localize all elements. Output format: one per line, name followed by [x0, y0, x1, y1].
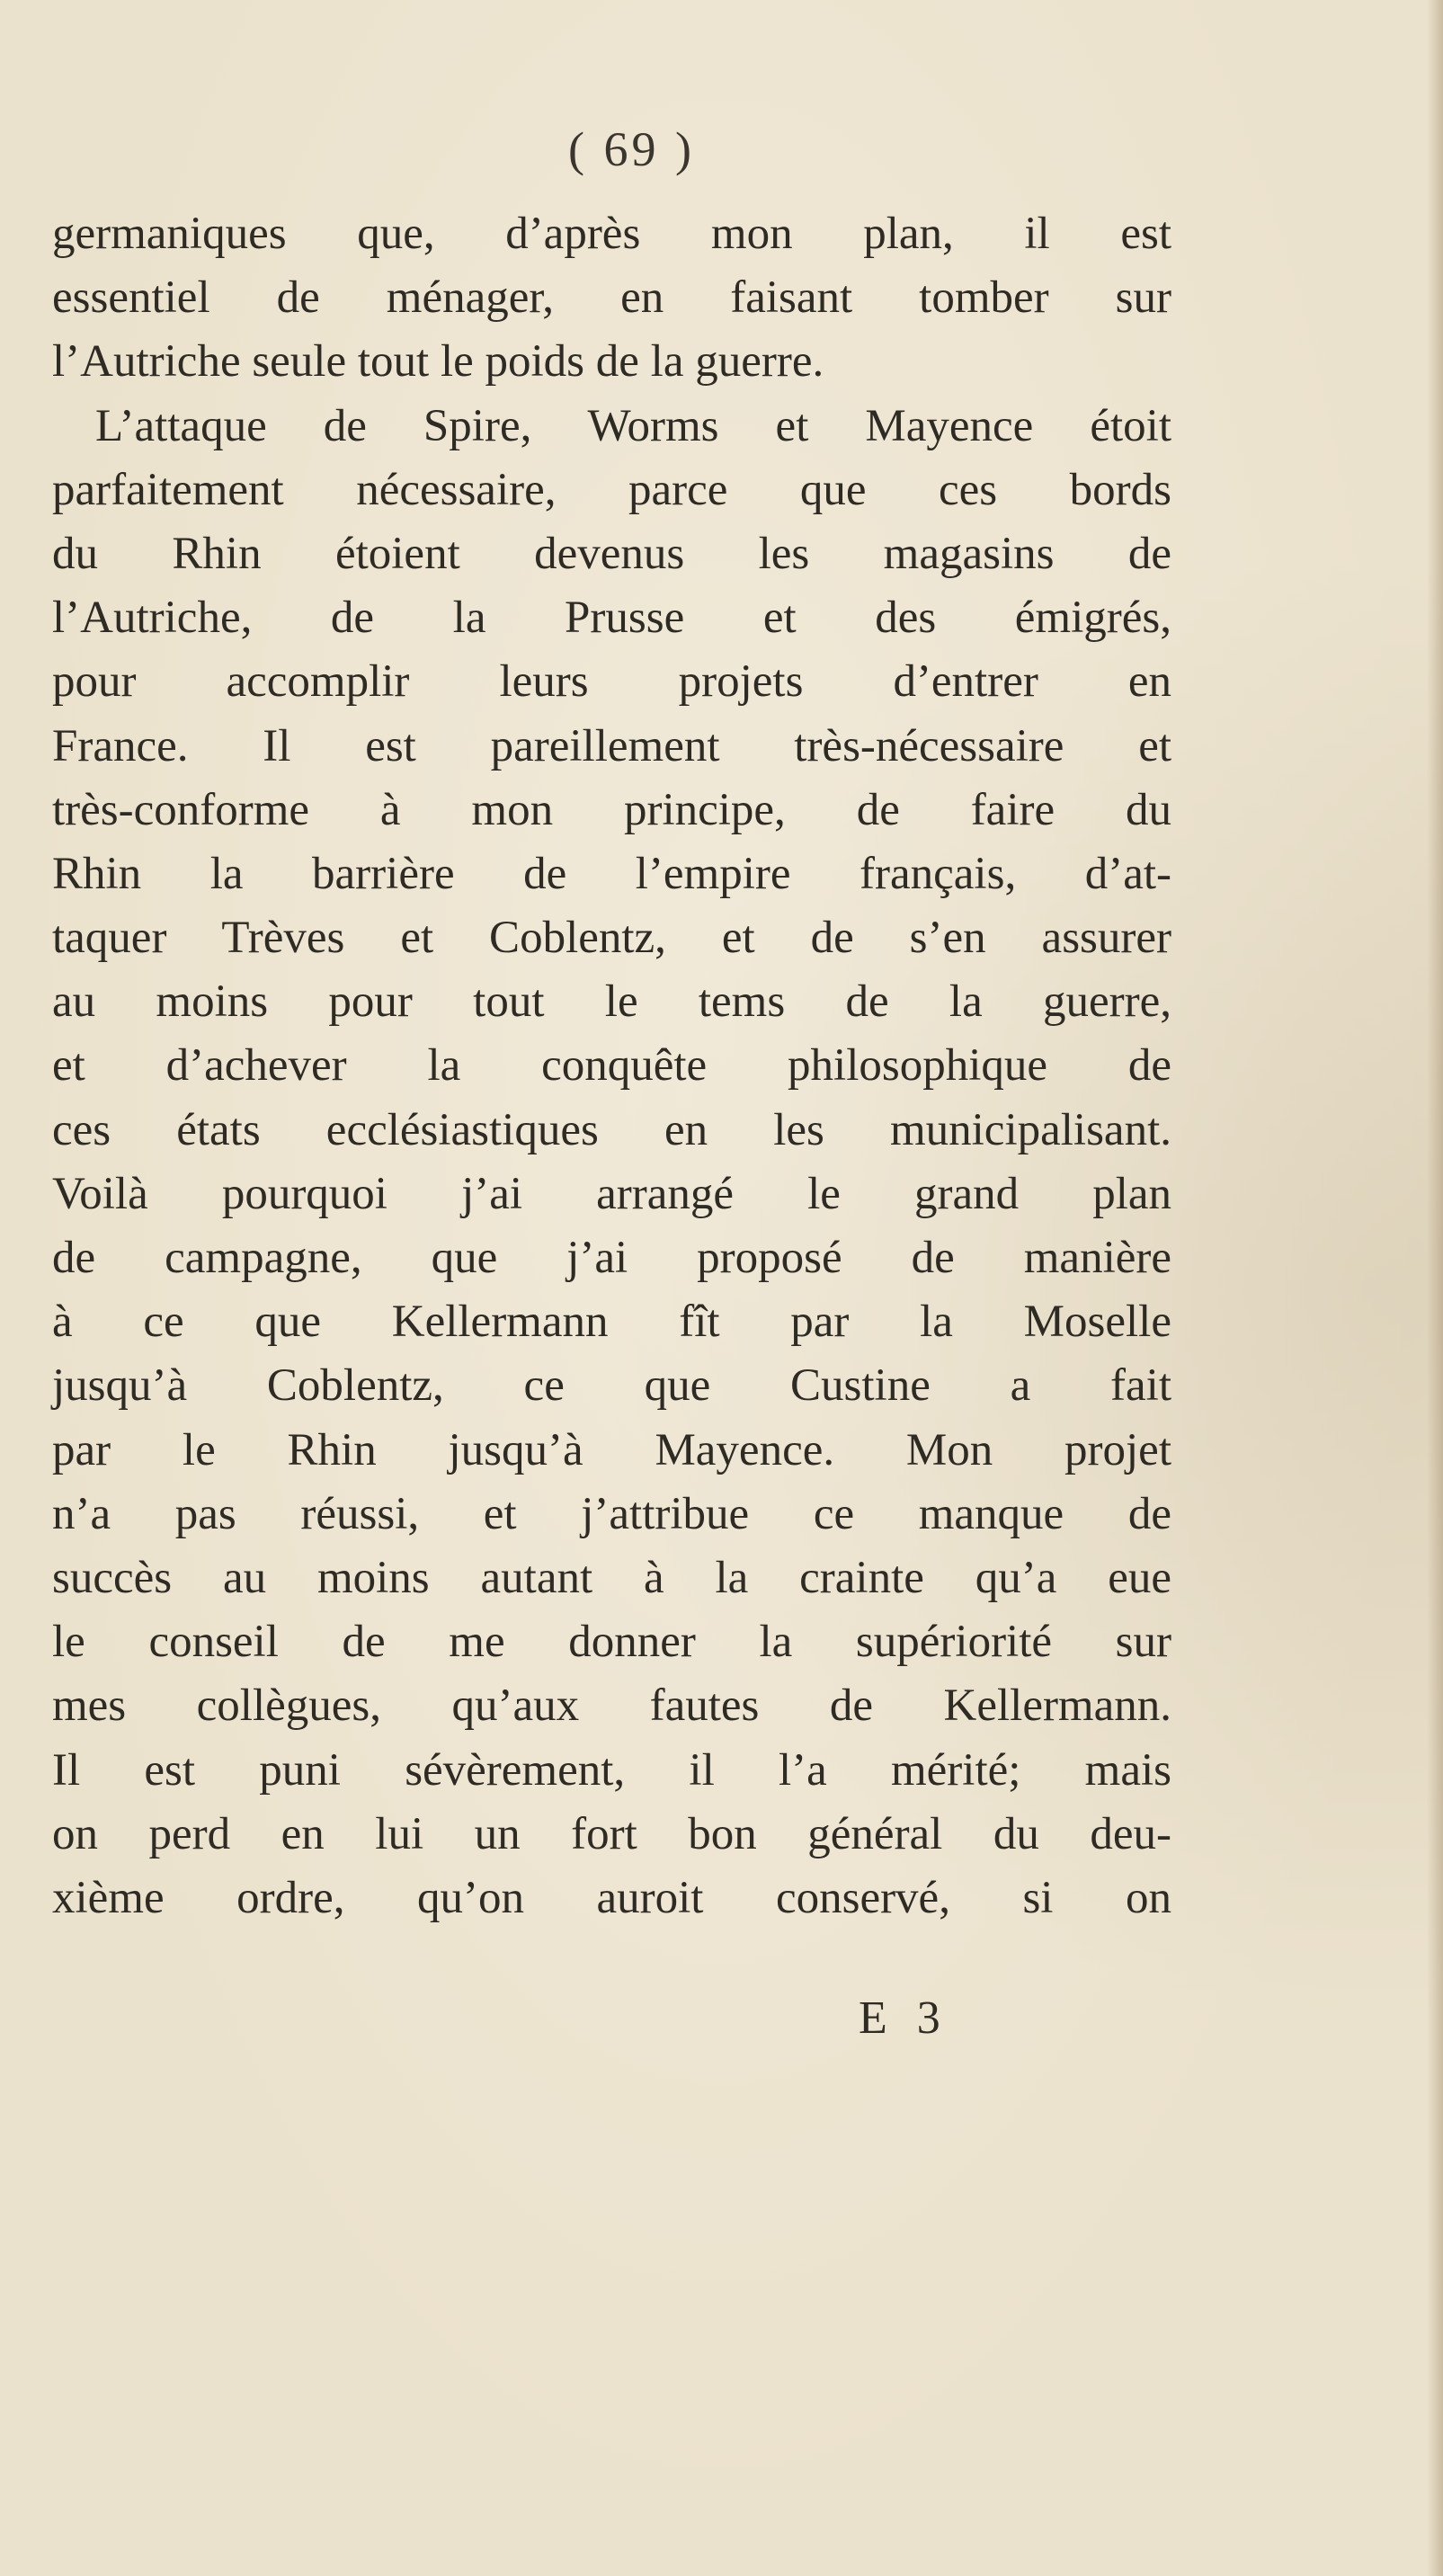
text-line: L’attaque de Spire, Worms et Mayence étoit	[95, 400, 1171, 451]
text-line: France. Il est pareillement très-nécessaire et	[52, 720, 1171, 771]
text-line: n’a pas réussi, et j’attribue ce manque de	[52, 1488, 1171, 1539]
text-line: au moins pour tout le tems de la guerre,	[52, 976, 1171, 1028]
text-line: jusqu’à Coblentz, ce que Custine a fait	[52, 1360, 1171, 1412]
text-line: Rhin la barrière de l’empire français, d’at-	[52, 848, 1171, 899]
body-text	[52, 202, 1171, 1930]
page-edge-shadow	[1427, 0, 1443, 2576]
text-line: Voilà pourquoi j’ai arrangé le grand plan	[52, 1168, 1171, 1219]
text-line: très-conforme à mon principe, de faire du	[52, 784, 1171, 835]
text-line: germaniques que, d’après mon plan, il est	[52, 209, 1171, 259]
text-line: de campagne, que j’ai proposé de manière	[52, 1233, 1171, 1283]
text-line: on perd en lui un fort bon général du deu-	[52, 1808, 1171, 1859]
text-line: xième ordre, qu’on auroit conservé, si on	[52, 1872, 1171, 1923]
text-line: du Rhin étoient devenus les magasins de	[52, 528, 1171, 579]
text-line: le conseil de me donner la supériorité sur	[52, 1617, 1171, 1668]
text-line: ces états ecclésiastiques en les municipalisant.	[52, 1104, 1171, 1155]
text-line: Il est puni sévèrement, il l’a mérité; mais	[52, 1744, 1171, 1796]
text-line: pour accomplir leurs projets d’entrer en	[52, 656, 1171, 708]
text-line: et d’achever la conquête philosophique de	[52, 1040, 1171, 1092]
text-line: mes collègues, qu’aux fautes de Kellermann.	[52, 1680, 1171, 1732]
text-line: par le Rhin jusqu’à Mayence. Mon projet	[52, 1424, 1171, 1475]
signature-mark: E 3	[859, 1992, 949, 2044]
text-line: à ce que Kellermann fît par la Moselle	[52, 1297, 1171, 1348]
text-line: essentiel de ménager, en faisant tomber sur	[52, 272, 1171, 324]
text-line: parfaitement nécessaire, parce que ces bords	[52, 464, 1171, 515]
text-line: l’Autriche, de la Prusse et des émigrés,	[52, 593, 1171, 644]
text-line: l’Autriche seule tout le poids de la guerre.	[52, 336, 824, 388]
text-line: succès au moins autant à la crainte qu’a eue	[52, 1552, 1171, 1603]
text-line: taquer Trèves et Coblentz, et de s’en assurer	[52, 913, 1171, 964]
page-number: ( 69 )	[568, 122, 695, 176]
